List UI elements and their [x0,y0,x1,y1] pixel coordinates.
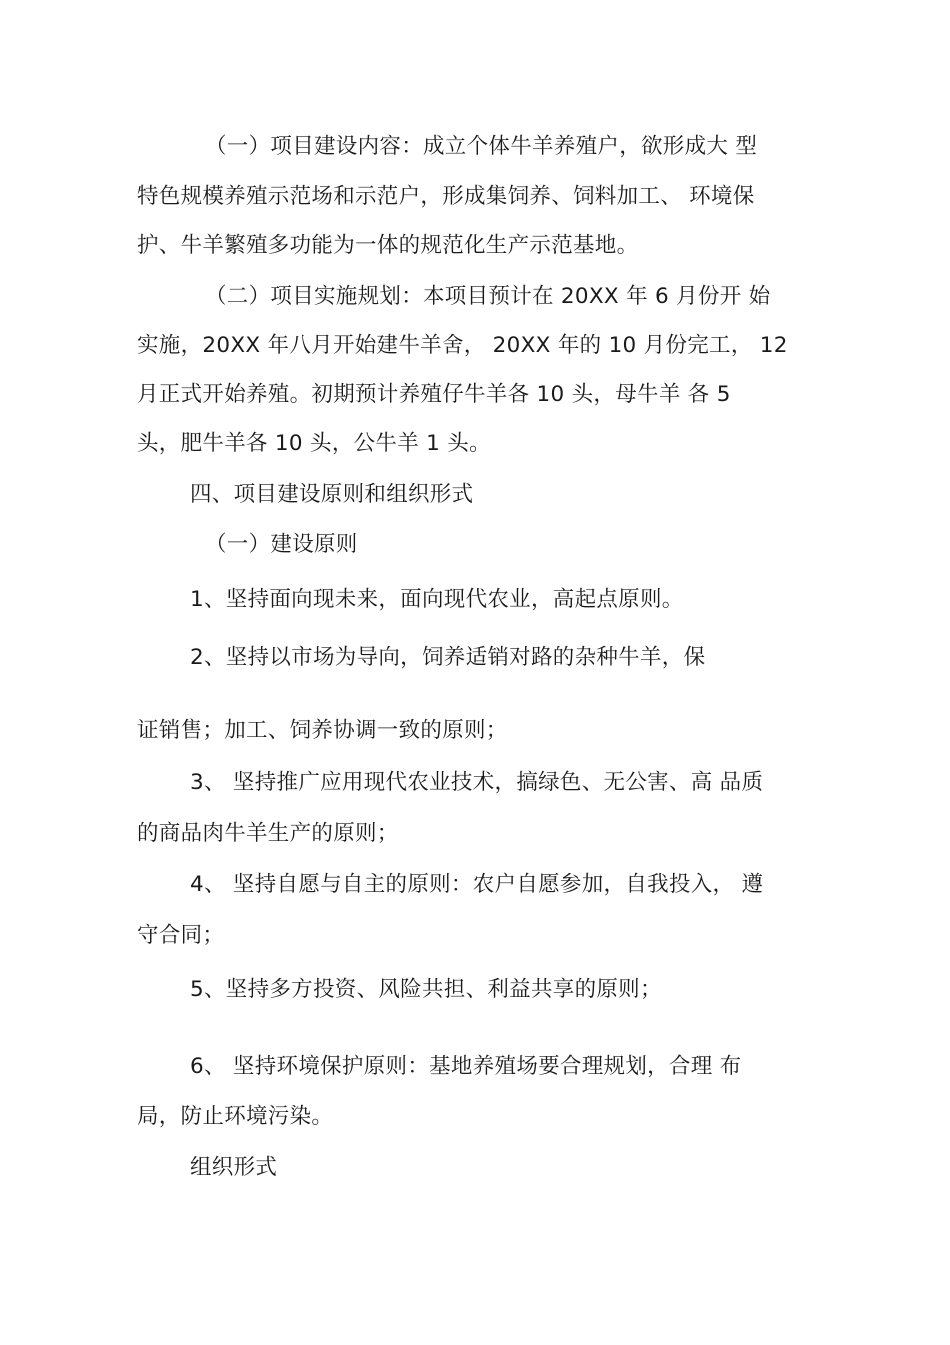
principle-5: 5、坚持多方投资、风险共担、利益共享的原则； [190,977,662,1002]
principle-3-line-1: 3、 坚持推广应用现代农业技术，搞绿色、无公害、高 品质 [190,770,764,795]
subsection-heading: （一）建设原则 [205,532,358,557]
paragraph-2-line-3: 月正式开始养殖。初期预计养殖仔牛羊各 10 头，母牛羊 各 5 [137,382,731,407]
principle-2-line-1: 2、坚持以市场为导向，饲养适销对路的杂种牛羊，保 [190,645,706,670]
principle-1: 1、坚持面向现未来，面向现代农业，高起点原则。 [190,587,684,612]
principle-2-line-2: 证销售；加工、饲养协调一致的原则； [137,718,508,743]
paragraph-1-line-1: （一）项目建设内容：成立个体牛羊养殖户，欲形成大 型 [205,134,758,159]
organization-heading: 组织形式 [190,1155,278,1180]
principle-3-line-2: 的商品肉牛羊生产的原则； [137,821,399,846]
paragraph-2-line-2: 实施，20XX 年八月开始建牛羊舍， 20XX 年的 10 月份完工， 12 [137,333,788,358]
principle-4-line-1: 4、 坚持自愿与自主的原则：农户自愿参加，自我投入， 遵 [190,872,764,897]
paragraph-1-line-3: 护、牛羊繁殖多功能为一体的规范化生产示范基地。 [137,233,639,258]
principle-6-line-2: 局，防止环境污染。 [137,1104,334,1129]
paragraph-2-line-4: 头，肥牛羊各 10 头，公牛羊 1 头。 [137,431,491,456]
paragraph-2-line-1: （二）项目实施规划：本项目预计在 20XX 年 6 月份开 始 [205,284,771,309]
principle-6-line-1: 6、 坚持环境保护原则：基地养殖场要合理规划，合理 布 [190,1054,742,1079]
section-heading: 四、项目建设原则和组织形式 [190,482,474,507]
principle-4-line-2: 守合同； [137,923,225,948]
paragraph-1-line-2: 特色规模养殖示范场和示范户，形成集饲养、饲料加工、 环境保 [137,184,755,209]
